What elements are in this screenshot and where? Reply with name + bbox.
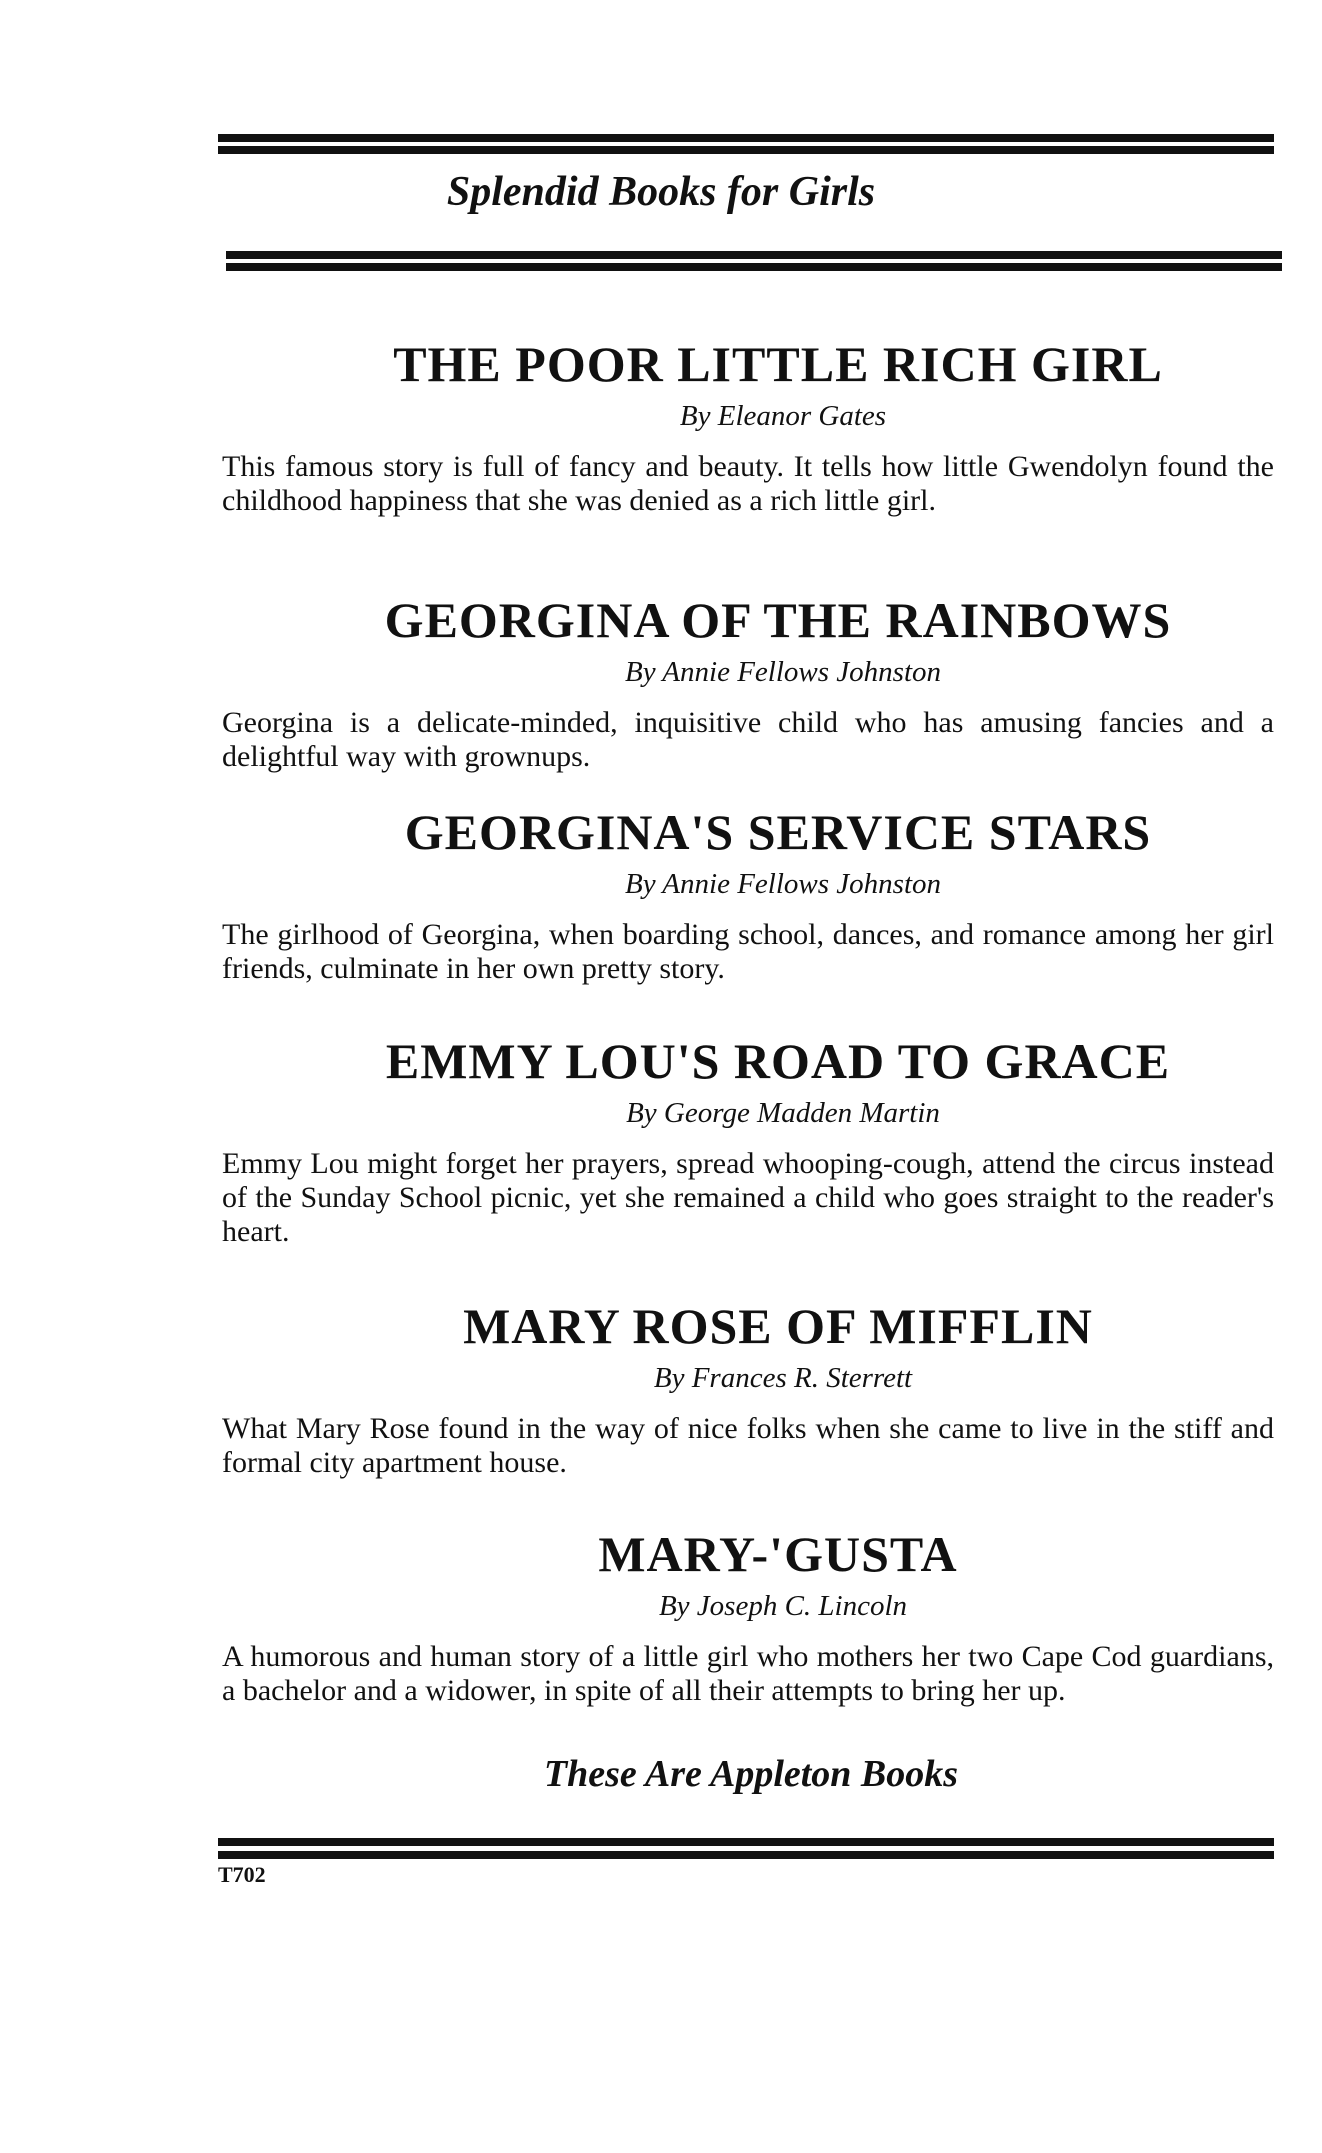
book-author: By Eleanor Gates	[679, 400, 887, 432]
book-author: By Frances R. Sterrett	[653, 1362, 913, 1394]
book-entry	[222, 1526, 1274, 1708]
book-author: By George Madden Martin	[626, 1097, 940, 1129]
book-description: A humorous and human story of a little girl who mothers her two Cape Cod guardians, a bachelor and a widower, in spite of all their attempts to bring her up.	[222, 1640, 1274, 1707]
book-author: By Annie Fellows Johnston	[625, 868, 941, 900]
catalog-code: T702	[218, 1862, 266, 1887]
book-description: Georgina is a delicate-minded, inquisitive child who has amusing fancies and a delightful way with grownups.	[222, 706, 1274, 773]
book-entry	[222, 592, 1274, 774]
book-entry	[222, 1298, 1274, 1480]
header-rule-1	[226, 251, 1282, 259]
publisher-tagline: These Are Appleton Books	[543, 1753, 959, 1795]
book-description: This famous story is full of fancy and beauty. It tells how little Gwendolyn found the childhood happiness that she was denied as a rich little girl.	[222, 450, 1274, 517]
book-title: GEORGINA OF THE RAINBOWS	[384, 592, 1172, 648]
book-author: By Annie Fellows Johnston	[625, 656, 941, 688]
book-title: EMMY LOU'S ROAD TO GRACE	[385, 1033, 1171, 1089]
header-rule-2	[226, 263, 1282, 271]
book-description: Emmy Lou might forget her prayers, spread whooping-cough, attend the circus instead of the Sunday School picnic, yet she remained a child who goes straight to the reader's heart.	[222, 1147, 1274, 1248]
top-rule-1	[218, 134, 1274, 142]
bottom-rule-2	[218, 1851, 1274, 1859]
book-title: GEORGINA'S SERVICE STARS	[404, 804, 1152, 860]
top-rule-2	[218, 146, 1274, 154]
book-entry	[222, 1033, 1274, 1249]
book-title: MARY ROSE OF MIFFLIN	[463, 1298, 1093, 1354]
book-title: MARY-'GUSTA	[598, 1526, 958, 1582]
book-description: The girlhood of Georgina, when boarding school, dances, and romance among her girl friends, culminate in her own pretty story.	[222, 918, 1274, 985]
book-entry	[222, 336, 1274, 518]
page-title: Splendid Books for Girls	[446, 169, 876, 215]
book-author: By Joseph C. Lincoln	[658, 1590, 908, 1622]
book-description: What Mary Rose found in the way of nice folks when she came to live in the stiff and formal city apartment house.	[222, 1412, 1274, 1479]
book-entry	[222, 804, 1274, 986]
book-title: THE POOR LITTLE RICH GIRL	[393, 336, 1163, 392]
bottom-rule-1	[218, 1838, 1274, 1846]
